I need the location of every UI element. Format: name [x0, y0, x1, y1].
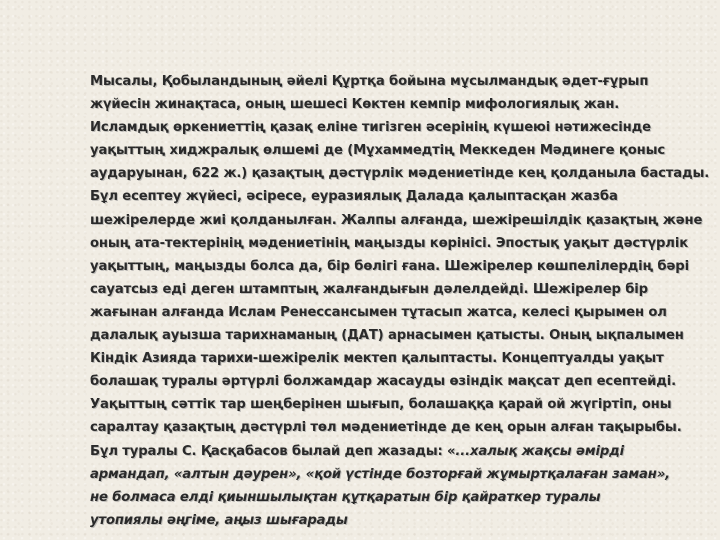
text-line: Мысалы, Қобыландының әйелі Құртқа бойына мұсылмандық әдет-ғұрып — [90, 74, 649, 89]
text-line: Кіндік Азияда тарихи-шежірелік мектеп қалыптасты. Концептуалды уақыт — [90, 351, 664, 367]
text-line: аударуынан, 622 ж.) қазақтың дәстүрлік мәдениетінде кең қолданыла бастады. — [90, 166, 710, 182]
text-line: Уақыттың сәттік тар шеңберінен шығып, болашаққа қарай ой жүгіртіп, оны — [90, 397, 672, 413]
text-line — [90, 440, 690, 463]
text-line: жағынан алғанда Ислам Ренессансымен тұтасып жатса, келесі қырымен ол — [90, 304, 667, 320]
quote-intro: Бұл туралы С. Қасқабасов былай деп жазады: « — [90, 443, 456, 459]
text-line: Бұл есептеу жүйесі, әсіресе, еуразиялық Далада қалыптасқан жазба — [90, 189, 618, 205]
text-line: сауатсыз еді деген штамптың жалғандығын дәлелдейді. Шежірелер бір — [90, 281, 648, 297]
text-line: уақыттың, маңызды болса да, бір бөлігі ғана. Шежірелер көшпелілердің бәрі — [90, 258, 689, 274]
text-line: далалық ауызша тарихнаманың (ДАТ) арнасымен қатысты. Оның ықпалымен — [90, 328, 684, 344]
text-line: жүйесін жинақтаса, оның шешесі Көктен кемпір мифологиялық жан. — [90, 97, 620, 113]
quote-text: ...халық жақсы әмірді — [455, 443, 624, 459]
quote-line: не болмаса елді қиыншылықтан құтқаратын бір қайраткер туралы — [90, 489, 601, 505]
text-line: саралтау қазақтың дәстүрлі төл мәдениетінде де кең орын алған тақырыбы. — [90, 420, 682, 436]
text-line: болашақ туралы әртүрлі болжамдар жасауды өзіндік мақсат деп есептейді. — [90, 374, 676, 390]
text-line: шежірелерде жиі қолданылған. Жалпы алғанда, шежірешілдік қазақтың және — [90, 212, 703, 228]
slide-body-text — [90, 70, 710, 532]
text-line: Исламдық өркениеттің қазақ еліне тигізген әсерінің күшеюі нәтижесінде — [90, 120, 651, 136]
text-line: оның ата-тектерінің мәдениетінің маңызды көрінісі. Эпостық уақыт дәстүрлік — [90, 235, 688, 251]
text-line: уақыттың хиджралық өлшемі де (Мұхаммедтің Меккеден Мәдинеге қоныс — [90, 143, 666, 159]
quote-line: армандап, «алтын дәурен», «қой үстінде бозторғай жұмыртқалаған заман», — [90, 466, 671, 482]
quote-line: утопиялы әңгіме, аңыз шығарады — [90, 512, 348, 528]
